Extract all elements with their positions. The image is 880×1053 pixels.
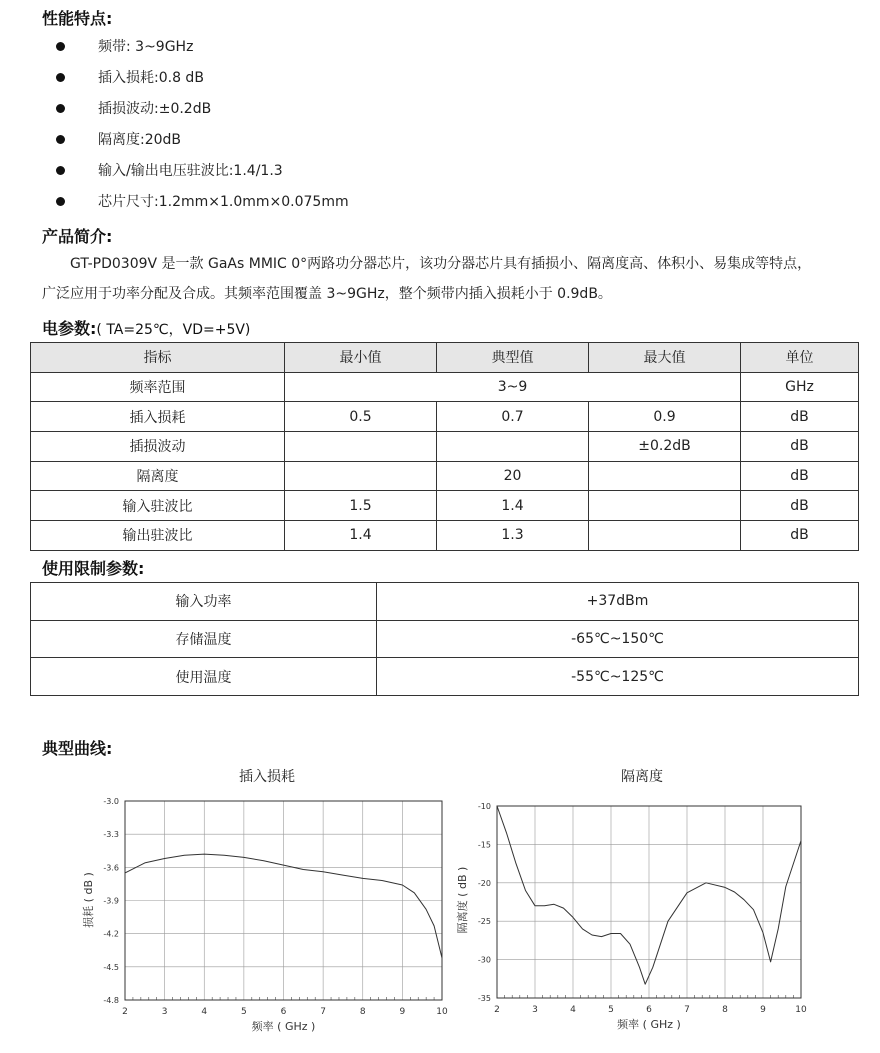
table-cell: 频率范围: [31, 372, 285, 402]
x-axis-label: 频率 ( GHz ): [617, 1018, 681, 1031]
electrical-heading: [42, 316, 250, 339]
header-cell: 指标: [31, 343, 285, 373]
x-tick-label: 2: [494, 1005, 500, 1015]
electrical-condition: ( TA=25℃，VD=+5V): [96, 322, 251, 338]
table-cell: 输出驻波比: [31, 521, 285, 551]
x-tick-label: 4: [570, 1005, 576, 1015]
table-cell: 1.3: [437, 521, 589, 551]
table-row: [31, 521, 859, 551]
y-tick-label: -3.0: [103, 797, 119, 806]
table-cell: dB: [741, 432, 859, 462]
y-tick-label: -10: [477, 802, 491, 811]
x-tick-label: 7: [320, 1007, 326, 1017]
table-cell: 0.7: [437, 402, 589, 432]
y-tick-label: -30: [477, 955, 491, 965]
x-tick-label: 6: [646, 1005, 652, 1015]
header-cell: 最大值: [589, 343, 741, 373]
feature-item: [56, 66, 756, 88]
plot-frame: [125, 801, 442, 1000]
table-cell: 3~9: [285, 372, 741, 402]
chart-title-isolation: 隔离度: [621, 769, 663, 785]
intro-heading: 产品简介:: [42, 227, 113, 246]
table-cell: dB: [741, 491, 859, 521]
bullet-icon: [56, 135, 65, 144]
table-row: [31, 372, 859, 402]
y-tick-label: -20: [477, 878, 491, 888]
features-heading: 性能特点:: [42, 9, 113, 28]
table-cell: [589, 521, 741, 551]
bullet-icon: [56, 166, 65, 175]
x-tick-label: 8: [722, 1005, 728, 1015]
x-tick-label: 10: [436, 1007, 448, 1017]
table-cell: 0.5: [285, 402, 437, 432]
table-row: [31, 620, 859, 658]
x-tick-label: 5: [608, 1005, 614, 1015]
table-cell: dB: [741, 521, 859, 551]
table-cell: [285, 461, 437, 491]
table-cell: ±0.2dB: [589, 432, 741, 462]
x-tick-label: 5: [241, 1007, 247, 1017]
limits-table: [30, 582, 859, 696]
table-row: [31, 432, 859, 462]
feature-item: [56, 97, 756, 119]
plot-frame: [497, 806, 801, 998]
feature-text: 频带: 3~9GHz: [98, 39, 194, 55]
bullet-icon: [56, 42, 65, 51]
y-tick-label: -4.5: [103, 962, 119, 972]
table-cell: [437, 432, 589, 462]
y-tick-label: -4.2: [103, 929, 119, 939]
feature-text: 插损波动:±0.2dB: [98, 101, 212, 117]
x-tick-label: 9: [760, 1005, 766, 1015]
chart-title-insertion-loss: 插入损耗: [239, 769, 295, 785]
table-cell: +37dBm: [377, 583, 859, 621]
table-cell: 1.4: [437, 491, 589, 521]
table-row: [31, 658, 859, 696]
curves-heading: 典型曲线:: [42, 739, 113, 758]
x-tick-label: 6: [280, 1007, 287, 1017]
table-cell: 存储温度: [31, 620, 377, 658]
feature-text: 隔离度:20dB: [98, 132, 182, 148]
table-row: [31, 461, 859, 491]
intro-line-2: 广泛应用于功率分配及合成。其频率范围覆盖 3~9GHz，整个频带内插入损耗小于 0.9dB。: [42, 286, 612, 302]
x-tick-label: 4: [201, 1007, 208, 1017]
bullet-icon: [56, 197, 65, 206]
feature-item: [56, 128, 756, 150]
intro-line-1: GT-PD0309V 是一款 GaAs MMIC 0°两路功分器芯片，该功分器芯片具有插损小、隔离度高、体积小、易集成等特点，: [70, 256, 812, 272]
table-row: [31, 402, 859, 432]
x-tick-label: 3: [161, 1007, 168, 1017]
table-cell: [285, 432, 437, 462]
table-cell: 隔离度: [31, 461, 285, 491]
table-cell: 插入损耗: [31, 402, 285, 432]
table-cell: [589, 491, 741, 521]
x-tick-label: 3: [532, 1005, 538, 1015]
table-cell: 插损波动: [31, 432, 285, 462]
x-tick-label: 7: [684, 1005, 690, 1015]
limits-heading: 使用限制参数:: [42, 559, 145, 578]
y-tick-label: -15: [477, 840, 491, 850]
table-cell: -65℃~150℃: [377, 620, 859, 658]
table-row: [31, 491, 859, 521]
table-cell: 1.5: [285, 491, 437, 521]
header-cell: 典型值: [437, 343, 589, 373]
table-cell: 1.4: [285, 521, 437, 551]
x-tick-label: 2: [122, 1007, 128, 1017]
y-tick-label: -3.9: [103, 896, 119, 906]
bullet-icon: [56, 73, 65, 82]
y-tick-label: -25: [477, 917, 491, 927]
table-cell: 20: [437, 461, 589, 491]
x-tick-label: 9: [399, 1007, 406, 1017]
table-cell: 输入功率: [31, 583, 377, 621]
series-line: [497, 806, 801, 984]
table-cell: 使用温度: [31, 658, 377, 696]
y-tick-label: -3.3: [103, 830, 119, 840]
feature-item: [56, 190, 756, 212]
feature-text: 芯片尺寸:1.2mm×1.0mm×0.075mm: [98, 194, 349, 210]
table-row: [31, 583, 859, 621]
y-tick-label: -35: [477, 994, 491, 1003]
series-line: [125, 854, 442, 958]
feature-text: 插入损耗:0.8 dB: [98, 70, 204, 86]
header-cell: 单位: [741, 343, 859, 373]
table-cell: -55℃~125℃: [377, 658, 859, 696]
x-tick-label: 8: [359, 1007, 366, 1017]
header-cell: 最小值: [285, 343, 437, 373]
x-tick-label: 10: [795, 1005, 807, 1015]
feature-item: [56, 159, 756, 181]
electrical-title: 电参数:: [42, 319, 97, 338]
feature-text: 输入/输出电压驻波比:1.4/1.3: [98, 163, 283, 179]
table-cell: 输入驻波比: [31, 491, 285, 521]
y-tick-label: -4.8: [103, 996, 119, 1005]
table-header-row: [31, 343, 859, 373]
table-cell: dB: [741, 402, 859, 432]
table-cell: GHz: [741, 372, 859, 402]
feature-item: [56, 35, 756, 57]
y-tick-label: -3.6: [103, 863, 119, 873]
electrical-table: [30, 342, 859, 551]
y-axis-label: 损耗 ( dB ): [82, 872, 95, 928]
bullet-icon: [56, 104, 65, 113]
x-axis-label: 频率 ( GHz ): [251, 1020, 316, 1033]
y-axis-label: 隔离度 ( dB ): [456, 866, 469, 934]
table-cell: dB: [741, 461, 859, 491]
table-cell: 0.9: [589, 402, 741, 432]
table-cell: [589, 461, 741, 491]
